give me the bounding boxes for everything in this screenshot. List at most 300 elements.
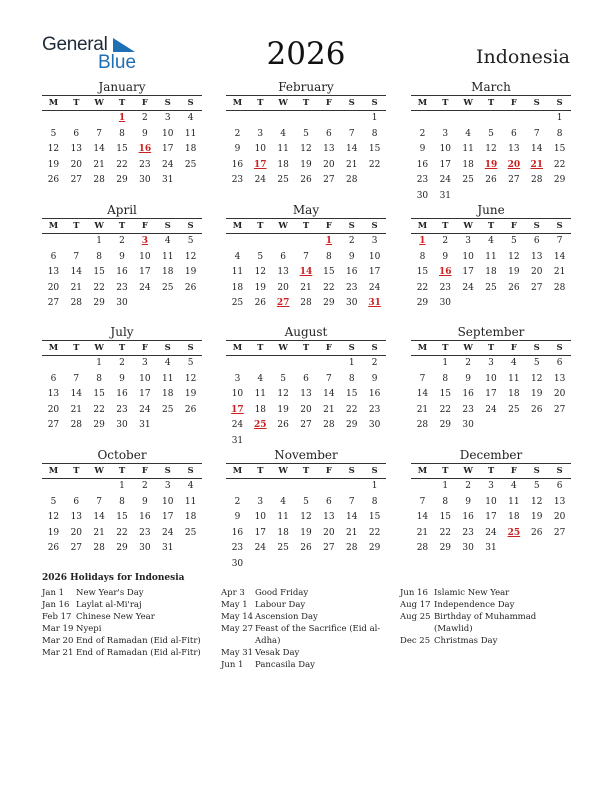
weekday-label: F [510,98,517,108]
day-cell: 5 [533,481,540,491]
weekday-label: S [533,98,540,108]
logo-general-text: General [42,34,108,55]
day-cell [434,111,457,127]
weekday-label: M [48,221,59,231]
day-cell: 24 [368,282,381,293]
day-cell [548,418,571,434]
day-cell: 20 [553,512,566,522]
weekday-label: F [510,221,517,231]
day-cell: 11 [231,267,244,277]
month-title: August [284,325,328,339]
day-cell: 7 [96,496,103,507]
day-cell [480,189,503,205]
day-cell: 21 [323,404,335,415]
day-cell: 31 [139,420,151,430]
day-cell: 3 [257,128,264,139]
week-row [411,111,571,127]
day-cell [340,557,363,573]
week-row [411,250,571,266]
weekday-label: T [257,343,264,353]
weekday-label: T [302,343,310,353]
week-row [42,265,202,281]
holiday-name: Good Friday [255,588,309,598]
day-cell: 19 [47,527,60,538]
day-cell: 30 [346,298,358,308]
holiday-item [221,659,391,671]
weekday-label: M [417,343,428,353]
day-cell: 19 [508,267,520,277]
day-cell: 30 [462,543,474,553]
weekday-header [42,340,202,356]
holiday-day-cell: 21 [530,159,543,170]
day-cell [363,173,386,189]
holiday-date: Jun 1 [221,660,244,670]
holiday-item [42,599,212,611]
day-cell: 25 [162,404,174,415]
day-cell: 15 [323,267,335,277]
day-cell: 28 [300,298,312,308]
day-cell: 19 [531,512,543,522]
day-cell: 6 [326,128,332,139]
day-cell [226,111,249,127]
day-cell: 26 [47,175,60,185]
day-cell [480,418,503,434]
day-cell: 7 [348,128,355,139]
day-cell [295,557,318,573]
week-row [411,142,571,158]
day-cell: 18 [462,159,474,170]
week-row [42,526,202,542]
day-cell: 23 [116,282,128,293]
weekday-label: T [487,98,495,108]
holiday-item [221,611,391,623]
day-cell: 29 [93,420,105,430]
day-cell: 24 [462,282,474,293]
day-cell: 8 [442,496,449,507]
weekday-label: T [73,343,80,353]
weekday-header [411,95,571,111]
day-cell: 24 [439,175,452,185]
day-cell [295,111,318,127]
day-cell: 22 [323,282,335,293]
day-cell: 9 [142,496,148,507]
day-cell: 6 [533,236,540,246]
day-cell: 14 [346,144,358,154]
week-row [226,403,386,419]
day-cell [88,111,111,127]
day-cell: 27 [553,404,566,415]
day-cell [525,111,548,127]
day-cell: 16 [139,512,151,522]
day-cell [133,296,156,312]
day-cell: 1 [348,358,355,368]
day-cell [272,111,295,127]
day-cell [272,479,295,495]
day-cell: 29 [93,298,105,308]
holiday-item [400,587,570,599]
week-row [226,296,386,312]
day-cell: 9 [371,373,378,384]
day-cell: 2 [465,481,472,491]
day-cell: 5 [50,496,57,507]
weekday-label: W [463,466,473,476]
week-row [411,510,571,526]
holiday-date: Jan 1 [42,588,65,598]
day-cell [525,541,548,557]
day-cell: 26 [531,404,543,415]
day-cell: 10 [485,373,497,384]
month-september [411,325,571,434]
day-cell: 29 [553,175,566,185]
holiday-name: Laylat al-Mi'raj [76,600,142,610]
week-row [42,479,202,495]
day-cell: 26 [47,543,60,553]
day-cell: 5 [280,373,287,384]
day-cell: 12 [184,373,197,384]
day-cell: 27 [323,543,335,553]
day-cell: 1 [96,358,103,368]
weekday-label: T [257,221,264,231]
week-row [411,296,571,312]
week-row [226,142,386,158]
day-cell: 14 [70,267,83,277]
holiday-item [42,587,212,599]
holiday-item [400,611,570,635]
day-cell: 15 [368,144,381,154]
day-cell: 24 [254,543,267,553]
day-cell: 27 [508,175,520,185]
day-cell: 31 [485,543,497,553]
day-cell: 3 [234,373,241,384]
holiday-date: Mar 19 [42,624,74,634]
week-row [226,495,386,511]
day-cell: 10 [254,512,267,522]
day-cell [502,189,525,205]
month-august [226,325,386,449]
holiday-name: Feast of the Sacrifice (Eid al-Adha) [255,624,381,646]
week-row [411,234,571,250]
day-cell: 9 [234,144,241,154]
day-cell: 15 [439,389,452,399]
week-row [226,510,386,526]
week-row [411,127,571,143]
day-cell: 27 [70,543,83,553]
week-row [411,173,571,189]
day-cell: 30 [439,298,452,308]
month-april [42,203,202,312]
day-cell: 30 [416,190,429,201]
holiday-item [400,635,570,647]
day-cell: 23 [439,282,452,293]
day-cell: 31 [231,435,244,446]
holiday-name: Birthday of Muhammad (Mawlid) [434,612,537,634]
day-cell: 23 [462,527,474,538]
weekday-header [226,463,386,479]
weekday-label: S [348,466,355,476]
day-cell: 8 [442,373,449,384]
week-row [411,265,571,281]
weekday-header [411,340,571,356]
week-row [411,403,571,419]
day-cell: 19 [47,159,60,170]
day-cell: 16 [346,267,358,277]
holiday-name: Vesak Day [255,648,300,658]
day-cell: 11 [162,251,174,262]
month-title: November [274,448,338,462]
day-cell [340,434,363,450]
day-cell [480,296,503,312]
day-cell: 17 [368,267,381,277]
weekday-label: S [164,466,171,476]
holiday-column [42,587,212,659]
day-cell: 6 [50,373,57,384]
day-cell: 5 [187,236,194,246]
day-cell [317,434,340,450]
day-cell: 12 [485,144,497,154]
day-cell: 23 [139,159,151,170]
day-cell [457,189,480,205]
weekday-label: T [302,466,310,476]
day-cell: 19 [300,527,312,538]
day-cell: 13 [277,267,289,277]
day-cell: 6 [303,373,309,384]
weekday-label: M [417,98,428,108]
day-cell: 18 [277,159,289,170]
day-cell [42,234,65,250]
month-october [42,448,202,557]
day-cell: 5 [257,251,264,262]
day-cell: 5 [488,128,494,139]
weekday-label: F [141,221,148,231]
weekday-label: S [556,98,563,108]
holiday-item [400,599,570,611]
day-cell [317,356,340,372]
day-cell: 21 [300,282,312,293]
week-row [226,387,386,403]
day-cell: 26 [184,404,197,415]
day-cell: 16 [462,512,474,522]
weekday-header [42,463,202,479]
day-cell [179,541,202,557]
day-cell: 15 [93,389,105,399]
week-row [42,142,202,158]
day-cell: 30 [462,420,474,430]
day-cell [179,296,202,312]
day-cell: 28 [416,543,429,553]
day-cell: 29 [346,420,358,430]
day-cell: 25 [462,175,474,185]
day-cell [65,356,88,372]
week-row [226,434,386,450]
week-row [226,234,386,250]
weekday-label: W [463,221,473,231]
day-cell: 16 [231,159,244,170]
day-cell: 26 [508,282,520,293]
weekday-label: S [556,466,563,476]
holiday-date: May 31 [221,648,254,658]
day-cell: 20 [47,404,60,415]
day-cell: 27 [553,527,566,538]
day-cell: 3 [488,358,494,368]
day-cell [363,557,386,573]
month-february [226,80,386,189]
day-cell: 27 [300,420,312,430]
day-cell: 30 [231,558,244,569]
day-cell: 25 [231,298,244,308]
day-cell: 22 [553,159,566,170]
holiday-date: Apr 3 [221,588,245,598]
day-cell [548,189,571,205]
holiday-day-cell: 27 [276,298,290,308]
holiday-day-cell: 16 [439,267,452,277]
weekday-label: S [556,221,563,231]
day-cell: 20 [70,527,83,538]
day-cell: 12 [300,144,312,154]
day-cell: 27 [47,298,60,308]
day-cell [226,356,249,372]
weekday-label: M [232,221,243,231]
day-cell: 25 [277,175,289,185]
day-cell: 28 [346,543,358,553]
day-cell [295,356,318,372]
day-cell: 24 [139,282,151,293]
week-row [226,173,386,189]
weekday-label: W [278,221,288,231]
day-cell [411,356,434,372]
day-cell: 21 [416,404,429,415]
day-cell: 6 [511,128,517,139]
weekday-label: W [278,343,288,353]
day-cell: 4 [280,128,287,139]
day-cell: 4 [511,358,517,368]
day-cell: 28 [93,543,105,553]
day-cell: 17 [162,144,174,154]
day-cell: 13 [531,251,543,262]
weekday-label: F [141,98,148,108]
day-cell: 11 [254,389,267,399]
day-cell: 14 [93,144,105,154]
holiday-name: Ascension Day [255,612,318,622]
day-cell: 24 [231,420,244,430]
day-cell [249,111,272,127]
day-cell: 14 [553,251,566,262]
day-cell: 22 [368,527,381,538]
week-row [42,541,202,557]
day-cell: 2 [371,358,378,368]
holiday-day-cell: 14 [299,267,313,277]
day-cell [272,356,295,372]
week-row [42,372,202,388]
day-cell: 13 [323,144,335,154]
weekday-label: M [48,98,59,108]
weekday-label: W [278,98,288,108]
day-cell [363,434,386,450]
day-cell: 12 [508,251,520,262]
day-cell: 16 [116,267,128,277]
day-cell: 2 [234,496,241,507]
day-cell [525,296,548,312]
holiday-name: Christmas Day [434,636,498,646]
day-cell [548,296,571,312]
day-cell: 15 [439,512,452,522]
day-cell [249,234,272,250]
day-cell: 11 [184,496,197,507]
day-cell: 19 [531,389,543,399]
weekday-label: F [510,343,517,353]
weekday-label: S [164,343,171,353]
day-cell: 29 [416,298,429,308]
month-june [411,203,571,312]
day-cell: 13 [323,512,335,522]
day-cell: 13 [553,496,566,507]
page-title-year: 2026 [266,36,346,72]
holiday-name: Labour Day [255,600,306,610]
day-cell: 17 [162,512,174,522]
holiday-item [42,635,212,647]
holiday-item [42,623,212,635]
day-cell: 13 [553,373,566,384]
day-cell: 2 [442,236,449,246]
holiday-column [400,587,570,647]
day-cell: 13 [70,512,83,522]
day-cell: 5 [533,358,540,368]
weekday-label: S [187,221,194,231]
day-cell: 18 [485,267,497,277]
day-cell [179,173,202,189]
day-cell: 2 [142,481,148,491]
month-title: March [471,80,511,94]
day-cell: 22 [439,404,452,415]
day-cell: 16 [116,389,128,399]
day-cell [272,434,295,450]
day-cell [340,111,363,127]
day-cell: 7 [73,373,80,384]
day-cell: 30 [139,543,151,553]
day-cell: 21 [70,404,83,415]
day-cell: 18 [162,267,174,277]
weekday-header [42,218,202,234]
day-cell: 29 [368,543,381,553]
day-cell: 10 [139,373,151,384]
day-cell [317,479,340,495]
holiday-date: May 14 [221,612,254,622]
day-cell [226,234,249,250]
day-cell: 27 [47,420,60,430]
day-cell: 11 [277,144,289,154]
weekday-label: S [187,466,194,476]
holiday-day-cell: 17 [254,159,267,170]
weekday-label: W [278,466,288,476]
day-cell: 14 [93,512,105,522]
day-cell: 21 [553,267,566,277]
day-cell: 9 [442,251,449,262]
day-cell: 10 [439,144,452,154]
day-cell [156,296,179,312]
day-cell: 4 [465,128,472,139]
week-row [411,158,571,174]
week-row [411,479,571,495]
day-cell [411,111,434,127]
day-cell: 10 [368,251,381,262]
week-row [42,111,202,127]
day-cell: 13 [47,267,60,277]
holiday-date: Jan 16 [42,600,70,610]
day-cell: 3 [142,358,148,368]
day-cell [525,189,548,205]
day-cell: 14 [346,512,358,522]
month-title: May [292,203,320,217]
weekday-label: F [141,343,148,353]
